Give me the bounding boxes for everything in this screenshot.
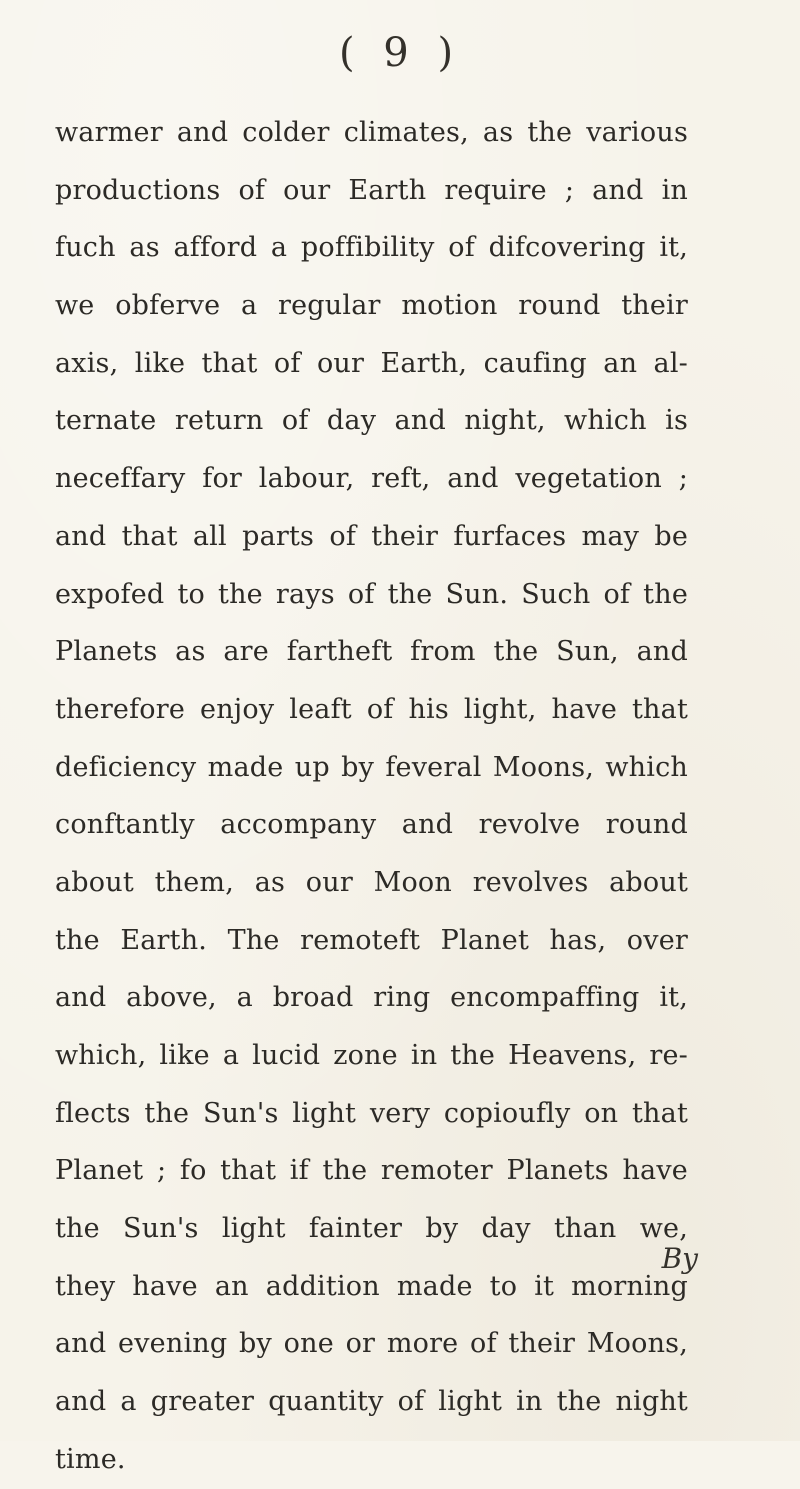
text-line: conftantly accompany and revolve round	[55, 809, 688, 841]
text-line: the Earth. The remoteft Planet has, over	[55, 924, 688, 956]
text-line: axis, like that of our Earth, caufing an al-	[55, 347, 688, 379]
body-text	[55, 104, 688, 1489]
text-line: Planet ; fo that if the remoter Planets have	[55, 1155, 688, 1187]
text-line: about them, as our Moon revolves about	[55, 866, 688, 898]
text-line: ternate return of day and night, which is	[55, 405, 688, 437]
text-line: which, like a lucid zone in the Heavens, re-	[55, 1040, 688, 1071]
text-line: deficiency made up by feveral Moons, which	[55, 751, 688, 783]
page-number: ( 9 )	[338, 30, 462, 76]
text-line: they have an addition made to it morning	[55, 1270, 688, 1302]
text-line: time.	[55, 1443, 126, 1475]
text-line: and above, a broad ring encompaffing it,	[55, 982, 688, 1014]
text-line: warmer and colder climates, as the various	[55, 117, 688, 148]
catchword: By	[661, 1242, 698, 1275]
text-line: Planets as are fartheft from the Sun, and	[55, 636, 688, 668]
text-line: we obferve a regular motion round their	[55, 290, 688, 322]
text-line: expofed to the rays of the Sun. Such of the	[55, 578, 688, 610]
text-line: neceffary for labour, reft, and vegetation ;	[55, 463, 688, 495]
text-line: productions of our Earth require ; and in	[55, 174, 688, 206]
text-line: flects the Sun's light very copioufly on that	[55, 1097, 688, 1129]
text-line: therefore enjoy leaft of his light, have that	[55, 693, 688, 725]
text-line: fuch as afford a poffibility of difcovering it,	[55, 232, 688, 264]
text-line: and that all parts of their furfaces may be	[55, 520, 688, 552]
text-line: the Sun's light fainter by day than we,	[55, 1213, 688, 1245]
text-line: and a greater quantity of light in the night	[55, 1386, 688, 1418]
text-line: and evening by one or more of their Moons,	[55, 1328, 688, 1360]
